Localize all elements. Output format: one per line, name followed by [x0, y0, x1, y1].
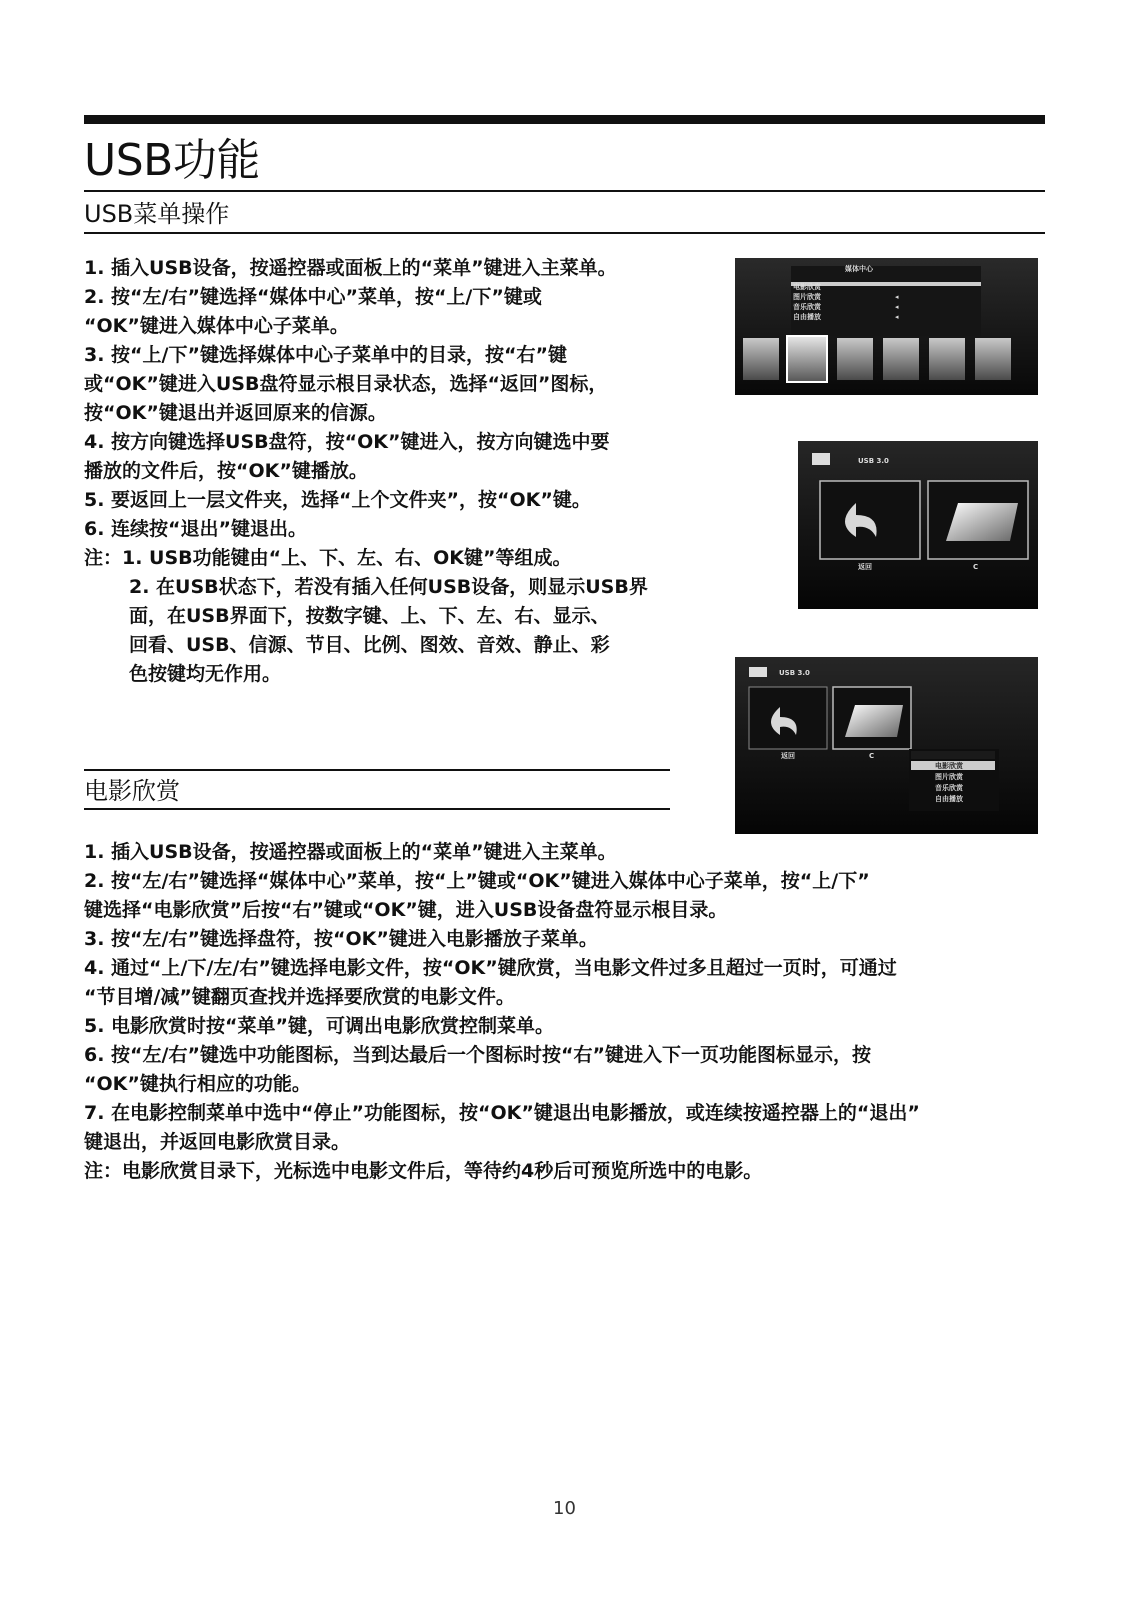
svg-text:◂: ◂ [895, 313, 899, 321]
usb-submenu-screenshot [735, 657, 1038, 834]
popup-menu-item: 电影欣赏 [935, 762, 963, 770]
s1-line: 6. 连续按“退出”键退出。 [84, 518, 308, 540]
s1-note-line: 面，在USB界面下，按数字键、上、下、左、右、显示、 [129, 605, 610, 627]
svg-text:◂: ◂ [895, 303, 899, 311]
s1-title: 媒体中心 [845, 265, 873, 273]
s1-line: 5. 要返回上一层文件夹，选择“上个文件夹”，按“OK”键。 [84, 489, 591, 511]
usb-icon [749, 667, 767, 677]
s1-note-line: 回看、USB、信源、节目、比例、图效、音效、静止、彩 [129, 634, 610, 656]
s1-item: 自由播放 [793, 313, 821, 321]
s3-drive-label: C [869, 752, 875, 760]
section2-overline [84, 769, 670, 771]
s2-line: 7. 在电影控制菜单中选中“停止”功能图标，按“OK”键退出电影播放，或连续按遥控器上的“退出” [84, 1102, 920, 1124]
popup-menu-item: 音乐欣赏 [935, 784, 963, 792]
page-number: 10 [553, 1498, 576, 1519]
title-rule [84, 115, 1045, 124]
popup-menu-item: 自由播放 [935, 795, 963, 803]
s2-line: 4. 通过“上/下/左/右”键选择电影文件，按“OK”键欣赏，当电影文件过多且超过一页时，可通过 [84, 957, 897, 979]
s1-note-line: 2. 在USB状态下，若没有插入任何USB设备，则显示USB界 [129, 576, 648, 598]
s2-note: 注：电影欣赏目录下，光标选中电影文件后，等待约4秒后可预览所选中的电影。 [84, 1160, 763, 1182]
s1-line: 4. 按方向键选择USB盘符，按“OK”键进入，按方向键选中要 [84, 431, 610, 453]
popup-menu-item: 图片欣赏 [935, 773, 963, 781]
section2-heading: 电影欣赏 [84, 777, 180, 805]
s2-back-label: 返回 [858, 563, 872, 571]
s1-line: 3. 按“上/下”键选择媒体中心子菜单中的目录，按“右”键 [84, 344, 567, 366]
media-center-screenshot [735, 258, 1038, 395]
title-underline [84, 190, 1045, 192]
s2-line: 5. 电影欣赏时按“菜单”键，可调出电影欣赏控制菜单。 [84, 1015, 555, 1037]
s2-line: 键选择“电影欣赏”后按“右”键或“OK”键，进入USB设备盘符显示根目录。 [84, 899, 728, 921]
s2-line: 3. 按“左/右”键选择盘符，按“OK”键进入电影播放子菜单。 [84, 928, 598, 950]
usb-root-screenshot [798, 441, 1038, 609]
s2-line: 键退出，并返回电影欣赏目录。 [84, 1131, 351, 1153]
s1-line: 播放的文件后，按“OK”键播放。 [84, 460, 368, 482]
s1-line: “OK”键进入媒体中心子菜单。 [84, 315, 349, 337]
s2-line: 6. 按“左/右”键选中功能图标，当到达最后一个图标时按“右”键进入下一页功能图标显示，按 [84, 1044, 871, 1066]
s1-line: 按“OK”键退出并返回原来的信源。 [84, 402, 387, 424]
s2-line: “OK”键执行相应的功能。 [84, 1073, 311, 1095]
drive-icon [845, 705, 903, 737]
popup-menu [909, 749, 999, 811]
s2-drive-label: C [973, 563, 979, 571]
s2-line: 2. 按“左/右”键选择“媒体中心”菜单，按“上”键或“OK”键进入媒体中心子菜单，按“上/下” [84, 870, 870, 892]
svg-text:◂: ◂ [895, 293, 899, 301]
s1-note-line: 色按键均无作用。 [129, 663, 282, 685]
section1-underline [84, 232, 1045, 234]
s1-note: 注：1. USB功能键由“上、下、左、右、OK键”等组成。 [84, 547, 572, 569]
section1-heading: USB菜单操作 [84, 200, 230, 228]
s3-header: USB 3.0 [779, 669, 810, 677]
page-title: USB功能 [84, 135, 260, 186]
s1-item: 电影欣赏 [793, 283, 821, 291]
s1-item: 图片欣赏 [793, 293, 821, 301]
usb-icon [812, 453, 830, 465]
s1-line: 2. 按“左/右”键选择“媒体中心”菜单，按“上/下”键或 [84, 286, 542, 308]
s1-item: 音乐欣赏 [793, 303, 821, 311]
drive-icon [946, 503, 1018, 541]
section2-underline [84, 808, 670, 810]
s2-header: USB 3.0 [858, 457, 889, 465]
s2-line: 1. 插入USB设备，按遥控器或面板上的“菜单”键进入主菜单。 [84, 841, 617, 863]
s2-line: “节目增/减”键翻页查找并选择要欣赏的电影文件。 [84, 986, 515, 1008]
s1-line: 或“OK”键进入USB盘符显示根目录状态，选择“返回”图标， [84, 373, 608, 395]
s1-line: 1. 插入USB设备，按遥控器或面板上的“菜单”键进入主菜单。 [84, 257, 617, 279]
s3-back-label: 返回 [781, 752, 795, 760]
